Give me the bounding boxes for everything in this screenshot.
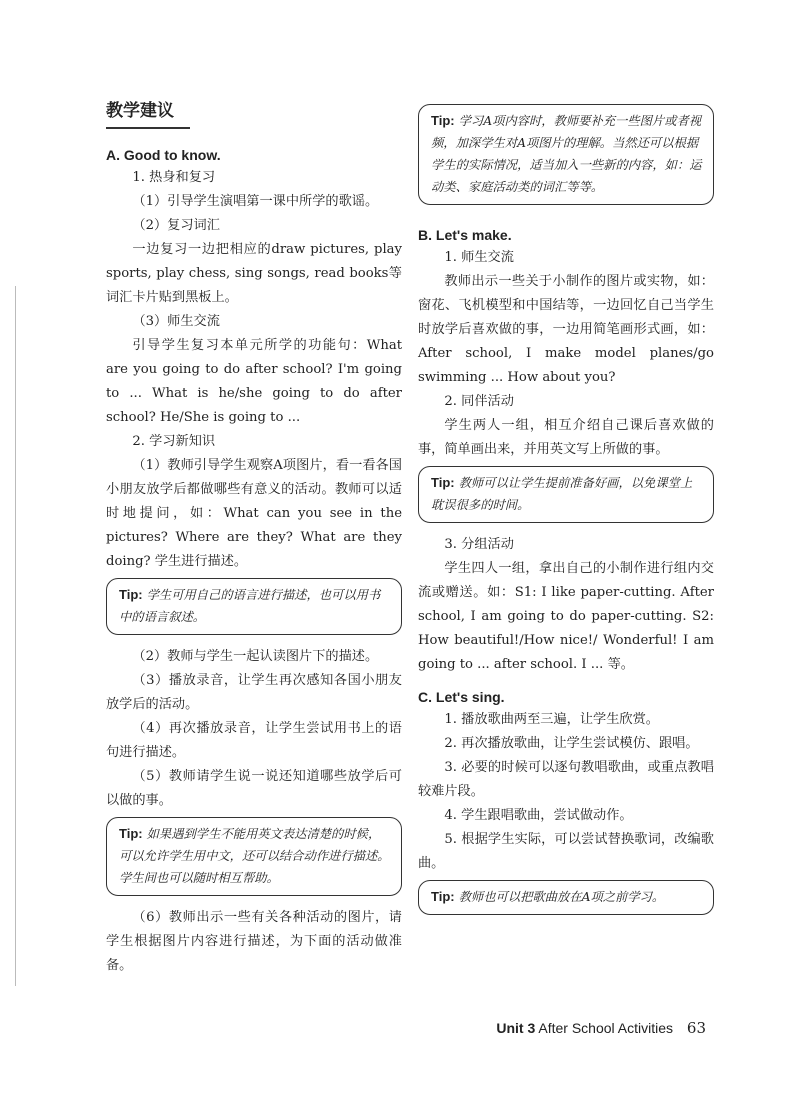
page-footer [496, 1019, 706, 1037]
paragraph: 2. 同伴活动 [444, 394, 514, 409]
right-column [418, 100, 714, 925]
page-title: 教学建议 [106, 101, 174, 121]
paragraph: 2. 再次播放歌曲，让学生尝试模仿、跟唱。 [444, 736, 699, 751]
paragraph: 4. 学生跟唱歌曲，尝试做动作。 [444, 808, 633, 823]
paragraph: 3. 必要的时候可以逐句教唱歌曲，或重点教唱较难片段。 [418, 760, 714, 799]
tip-label: Tip: [119, 587, 143, 602]
paragraph: 1. 师生交流 [444, 250, 514, 265]
paragraph: （5）教师请学生说一说还知道哪些放学后可以做的事。 [106, 769, 402, 808]
paragraph: 1. 热身和复习 [132, 170, 216, 185]
paragraph: 引导学生复习本单元所学的功能句：What are you going to do after school? I'm going to ... What is he/she going to do after school? He/She is going to ... [106, 338, 402, 425]
paragraph: 教师出示一些关于小制作的图片或实物，如：窗花、飞机模型和中国结等，一边回忆自己当学生时放学后喜欢做的事，一边用简笔画形式画，如：After school, I make model planes/go swimming ... How about you? [418, 274, 714, 385]
title-underline [106, 127, 190, 129]
paragraph: 5. 根据学生实际，可以尝试替换歌词，改编歌曲。 [418, 832, 714, 871]
paragraph: （6）教师出示一些有关各种活动的图片，请学生根据图片内容进行描述，为下面的活动做准备。 [106, 910, 402, 973]
tip-text: 教师可以让学生提前准备好画，以免课堂上耽误很多的时间。 [431, 476, 693, 512]
tip-box [106, 817, 402, 896]
paragraph: （3）师生交流 [132, 314, 220, 329]
paragraph: 2. 学习新知识 [132, 434, 216, 449]
tip-text: 如果遇到学生不能用英文表达清楚的时候，可以允许学生用中文，还可以结合动作进行描述。学生间也可以随时相互帮助。 [119, 827, 390, 885]
paragraph: （2）教师与学生一起认读图片下的描述。 [132, 649, 379, 664]
paragraph: （2）复习词汇 [132, 218, 220, 233]
paragraph: 一边复习一边把相应的draw pictures, play sports, play chess, sing songs, read books等词汇卡片贴到黑板上。 [106, 242, 402, 305]
tip-label: Tip: [431, 475, 455, 490]
paragraph: （1）引导学生演唱第一课中所学的歌谣。 [132, 194, 379, 209]
paragraph: （3）播放录音，让学生再次感知各国小朋友放学后的活动。 [106, 673, 402, 712]
page-number: 63 [686, 1019, 706, 1037]
paragraph: 3. 分组活动 [444, 537, 514, 552]
tip-text: 学习A项内容时，教师要补充一些图片或者视频，加深学生对A项图片的理解。当然还可以根据学生的实际情况，适当加入一些新的内容，如：运动类、家庭活动类的词汇等等。 [431, 114, 702, 194]
tip-box [418, 104, 714, 205]
paragraph: 学生四人一组，拿出自己的小制作进行组内交流或赠送。如：S1: I like paper-cutting. After school, I am going to do paper-cutting. S2: How beautiful!/How nice!/ Wonderful! I am going to ... after school. I ... 等。 [418, 561, 714, 672]
tip-box [418, 880, 714, 915]
paragraph: 学生两人一组，相互介绍自己课后喜欢做的事，简单画出来，并用英文写上所做的事。 [418, 418, 714, 457]
section-c-heading: C. Let's sing. [418, 689, 505, 705]
tip-text: 教师也可以把歌曲放在A项之前学习。 [458, 890, 665, 904]
tip-label: Tip: [431, 113, 455, 128]
left-column [106, 96, 402, 978]
tip-box [106, 578, 402, 635]
paragraph: 1. 播放歌曲两至三遍，让学生欣赏。 [444, 712, 659, 727]
tip-label: Tip: [119, 826, 143, 841]
paragraph: （4）再次播放录音，让学生尝试用书上的语句进行描述。 [106, 721, 402, 760]
section-b-heading: B. Let's make. [418, 227, 512, 243]
tip-text: 学生可用自己的语言进行描述，也可以用书中的语言叙述。 [119, 588, 381, 624]
paragraph: （1）教师引导学生观察A项图片，看一看各国小朋友放学后都做哪些有意义的活动。教师可以适时地提问，如：What can you see in the pictures? Where are they? What are they doing? 学生进行描述。 [106, 458, 402, 569]
footer-unit: Unit 3 [496, 1020, 536, 1036]
tip-label: Tip: [431, 889, 455, 904]
footer-title: After School Activities [538, 1020, 674, 1036]
page-edge-bar [0, 286, 16, 986]
tip-box [418, 466, 714, 523]
section-a-heading: A. Good to know. [106, 147, 221, 163]
